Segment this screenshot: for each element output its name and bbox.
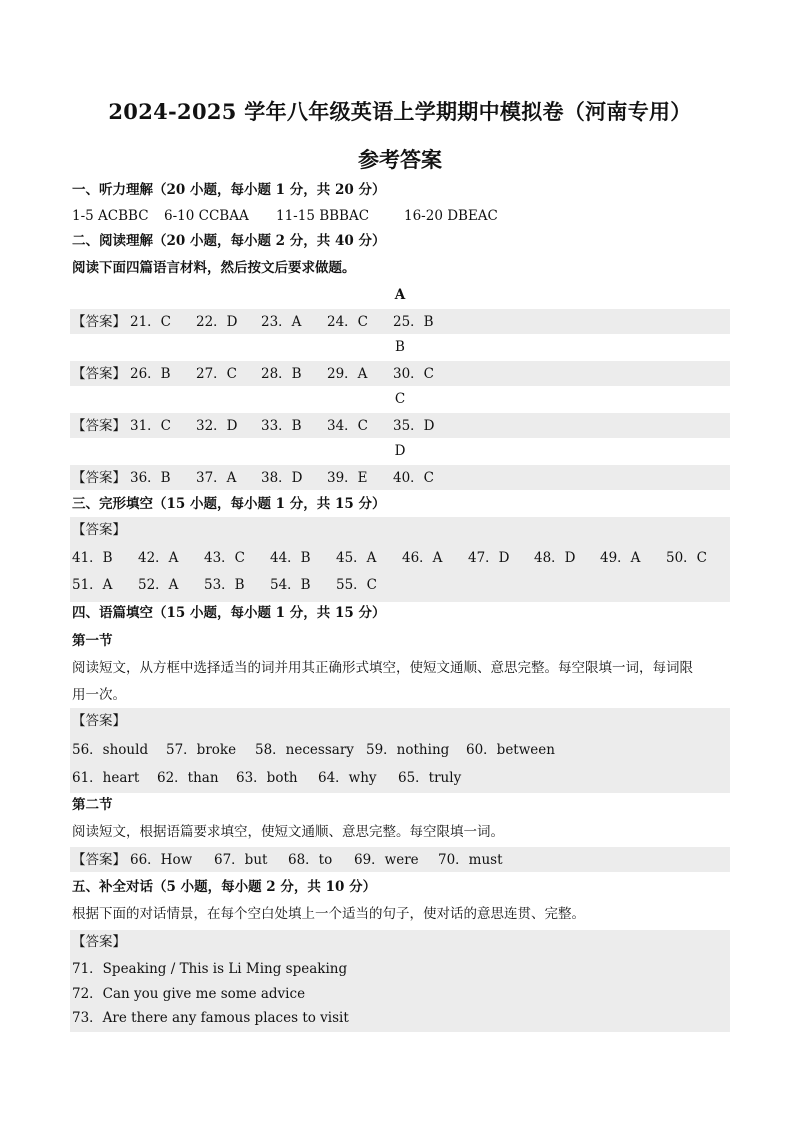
- words-answer-63: 63．both: [236, 770, 298, 786]
- words-answer-58: 58．necessary: [255, 742, 354, 758]
- cloze-answer-46: 46．A: [402, 550, 443, 566]
- section-3-heading: 三、完形填空（15 小题，每小题 1 分，共 15 分）: [72, 496, 386, 512]
- section-2-intro: 阅读下面四篇语言材料，然后按文后要求做题。: [72, 260, 356, 276]
- answer-23: 23．A: [261, 314, 302, 330]
- answer-35: 35．D: [393, 418, 435, 434]
- section-4-part-1: 第一节: [72, 633, 113, 649]
- section-4-instruction-2: 阅读短文，根据语篇要求填空，使短文通顺、意思完整。每空限填一词。: [72, 824, 504, 840]
- cloze-answer-45: 45．A: [336, 550, 377, 566]
- cloze-answer-51: 51．A: [72, 577, 113, 593]
- words-answer-label: 【答案】: [72, 713, 126, 729]
- cloze-answer-43: 43．C: [204, 550, 246, 566]
- grammar-answer-67: 67．but: [214, 852, 268, 868]
- passage-label-d: D: [394, 443, 406, 459]
- answer-34: 34．C: [327, 418, 369, 434]
- answer-28: 28．B: [261, 366, 302, 382]
- grammar-answer-prefix: 【答案】: [72, 852, 126, 868]
- grammar-answer-69: 69．were: [354, 852, 419, 868]
- grammar-answer-68: 68．to: [288, 852, 333, 868]
- answer-27: 27．C: [196, 366, 238, 382]
- section-4-part-2: 第二节: [72, 797, 113, 813]
- listening-group-3: 11-15 BBBAC: [276, 208, 370, 224]
- answer-32: 32．D: [196, 418, 238, 434]
- answer-36: 36．B: [130, 470, 171, 486]
- listening-group-1: 1-5 ACBBC: [72, 208, 149, 224]
- words-answer-57: 57．broke: [166, 742, 237, 758]
- cloze-answer-52: 52．A: [138, 577, 179, 593]
- dialogue-answer-73: 73．Are there any famous places to visit: [72, 1010, 349, 1026]
- words-answer-65: 65．truly: [398, 770, 462, 786]
- cloze-answer-48: 48．D: [534, 550, 576, 566]
- answer-prefix-d: 【答案】: [72, 470, 126, 486]
- cloze-answer-55: 55．C: [336, 577, 378, 593]
- section-4-instruction-1b: 用一次。: [72, 687, 126, 703]
- cloze-answer-49: 49．A: [600, 550, 641, 566]
- answer-40: 40．C: [393, 470, 435, 486]
- words-answer-60: 60．between: [466, 742, 555, 758]
- cloze-answer-54: 54．B: [270, 577, 311, 593]
- section-5-instruction: 根据下面的对话情景，在每个空白处填上一个适当的句子，使对话的意思连贯、完整。: [72, 906, 585, 922]
- words-answer-64: 64．why: [318, 770, 377, 786]
- words-answer-56: 56．should: [72, 742, 149, 758]
- dialogue-answer-label: 【答案】: [72, 934, 126, 950]
- cloze-answer-47: 47．D: [468, 550, 510, 566]
- cloze-answer-label: 【答案】: [72, 522, 126, 538]
- answer-38: 38．D: [261, 470, 303, 486]
- page-subtitle: 参考答案: [358, 147, 442, 172]
- listening-group-4: 16-20 DBEAC: [404, 208, 498, 224]
- answer-prefix-b: 【答案】: [72, 366, 126, 382]
- cloze-answer-44: 44．B: [270, 550, 311, 566]
- words-answer-61: 61．heart: [72, 770, 140, 786]
- cloze-answer-42: 42．A: [138, 550, 179, 566]
- page-title: 2024-2025 学年八年级英语上学期期中模拟卷（河南专用）: [108, 99, 692, 124]
- grammar-answer-66: 66．How: [130, 852, 193, 868]
- answer-prefix-c: 【答案】: [72, 418, 126, 434]
- answer-21: 21．C: [130, 314, 172, 330]
- answer-29: 29．A: [327, 366, 368, 382]
- cloze-answer-41: 41．B: [72, 550, 113, 566]
- answer-39: 39．E: [327, 470, 368, 486]
- cloze-answer-50: 50．C: [666, 550, 708, 566]
- section-4-instruction-1a: 阅读短文，从方框中选择适当的词并用其正确形式填空，使短文通顺、意思完整。每空限填一词，每词限: [72, 660, 693, 676]
- section-1-heading: 一、听力理解（20 小题，每小题 1 分，共 20 分）: [72, 182, 386, 198]
- section-2-heading: 二、阅读理解（20 小题，每小题 2 分，共 40 分）: [72, 233, 386, 249]
- passage-label-b: B: [395, 339, 405, 355]
- dialogue-answer-72: 72．Can you give me some advice: [72, 986, 306, 1002]
- words-answer-62: 62．than: [157, 770, 219, 786]
- answer-30: 30．C: [393, 366, 435, 382]
- answer-33: 33．B: [261, 418, 302, 434]
- answer-22: 22．D: [196, 314, 238, 330]
- answer-26: 26．B: [130, 366, 171, 382]
- section-5-heading: 五、补全对话（5 小题，每小题 2 分，共 10 分）: [72, 879, 377, 895]
- passage-label-c: C: [394, 391, 406, 407]
- grammar-answer-70: 70．must: [438, 852, 503, 868]
- passage-label-a: A: [394, 287, 406, 303]
- cloze-answer-53: 53．B: [204, 577, 245, 593]
- dialogue-answer-71: 71．Speaking / This is Li Ming speaking: [72, 961, 348, 977]
- listening-group-2: 6-10 CCBAA: [164, 208, 249, 224]
- answer-31: 31．C: [130, 418, 172, 434]
- words-answer-59: 59．nothing: [366, 742, 450, 758]
- answer-37: 37．A: [196, 470, 237, 486]
- section-4-heading: 四、语篇填空（15 小题，每小题 1 分，共 15 分）: [72, 605, 386, 621]
- answer-prefix-a: 【答案】: [72, 314, 126, 330]
- answer-24: 24．C: [327, 314, 369, 330]
- answer-25: 25．B: [393, 314, 434, 330]
